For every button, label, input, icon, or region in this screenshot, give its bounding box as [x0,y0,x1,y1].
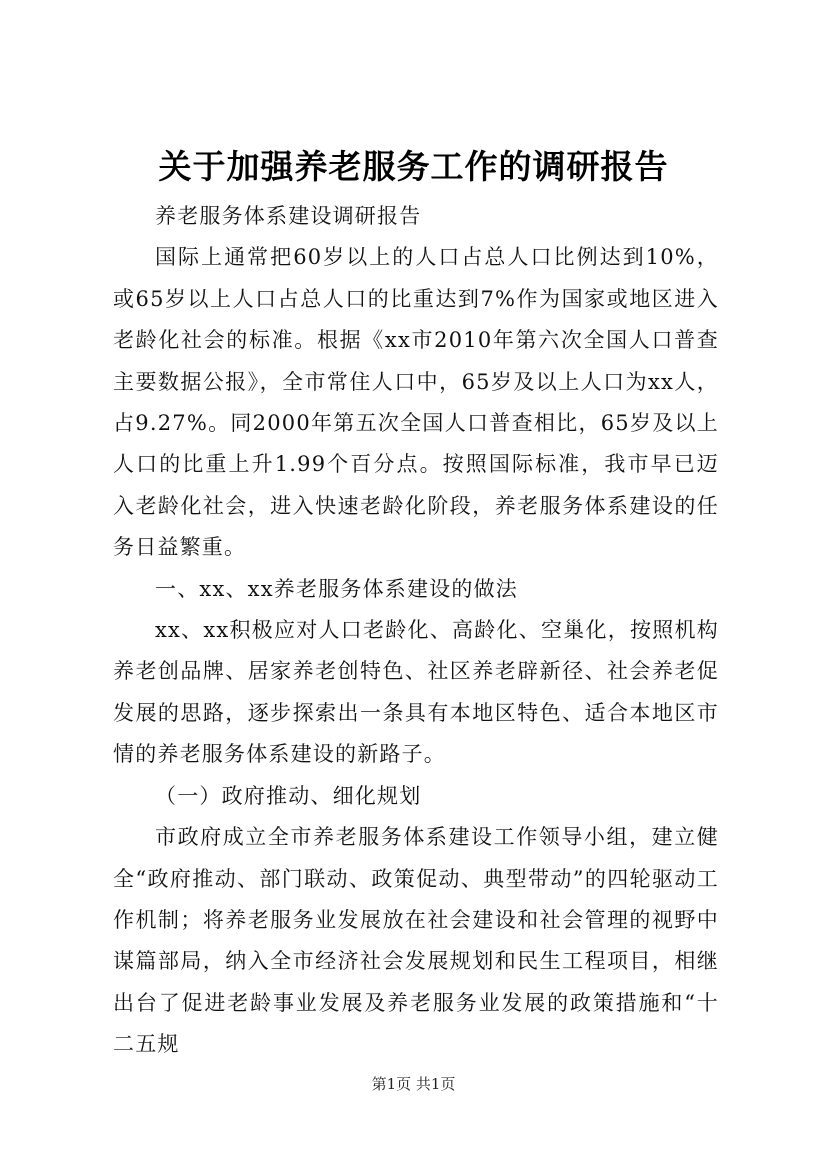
body-paragraph: xx、xx积极应对人口老龄化、高龄化、空巢化，按照机构养老创品牌、居家养老创特色、社区养老辟新径、社会养老促发展的思路，逐步探索出一条具有本地区特色、适合本地区市情的养老服务体系建设的新路子。 [113,618,719,767]
body-paragraph: 国际上通常把60岁以上的人口占总人口比例达到10%，或65岁以上人口占总人口的比重达到7%作为国家或地区进入老龄化社会的标准。根据《xx市2010年第六次全国人口普查主要数据公报》，全市常住人口中，65岁及以上人口为xx人，占9.27%。同2000年第五次全国人口普查相比，65岁及以上人口的比重上升1.99个百分点。按照国际标准，我市早已迈入老龄化社会，进入快速老龄化阶段，养老服务体系建设的任务日益繁重。 [113,245,719,560]
page-footer: 第1页 共1页 [371,1075,456,1093]
document-body [113,196,719,1066]
document-title: 关于加强养老服务工作的调研报告 [158,147,669,186]
body-paragraph: 市政府成立全市养老服务体系建设工作领导小组，建立健全“政府推动、部门联动、政策促动、典型带动”的四轮驱动工作机制；将养老服务业发展放在社会建设和社会管理的视野中谋篇部局，纳入全市经济社会发展规划和民生工程项目，相继出台了促进老龄事业发展及养老服务业发展的政策措施和“十二五规 [113,825,719,1057]
section-heading: 一、xx、xx养老服务体系建设的做法 [155,576,518,601]
subsection-heading: （一）政府推动、细化规划 [155,783,422,808]
subtitle-paragraph: 养老服务体系建设调研报告 [155,204,422,228]
